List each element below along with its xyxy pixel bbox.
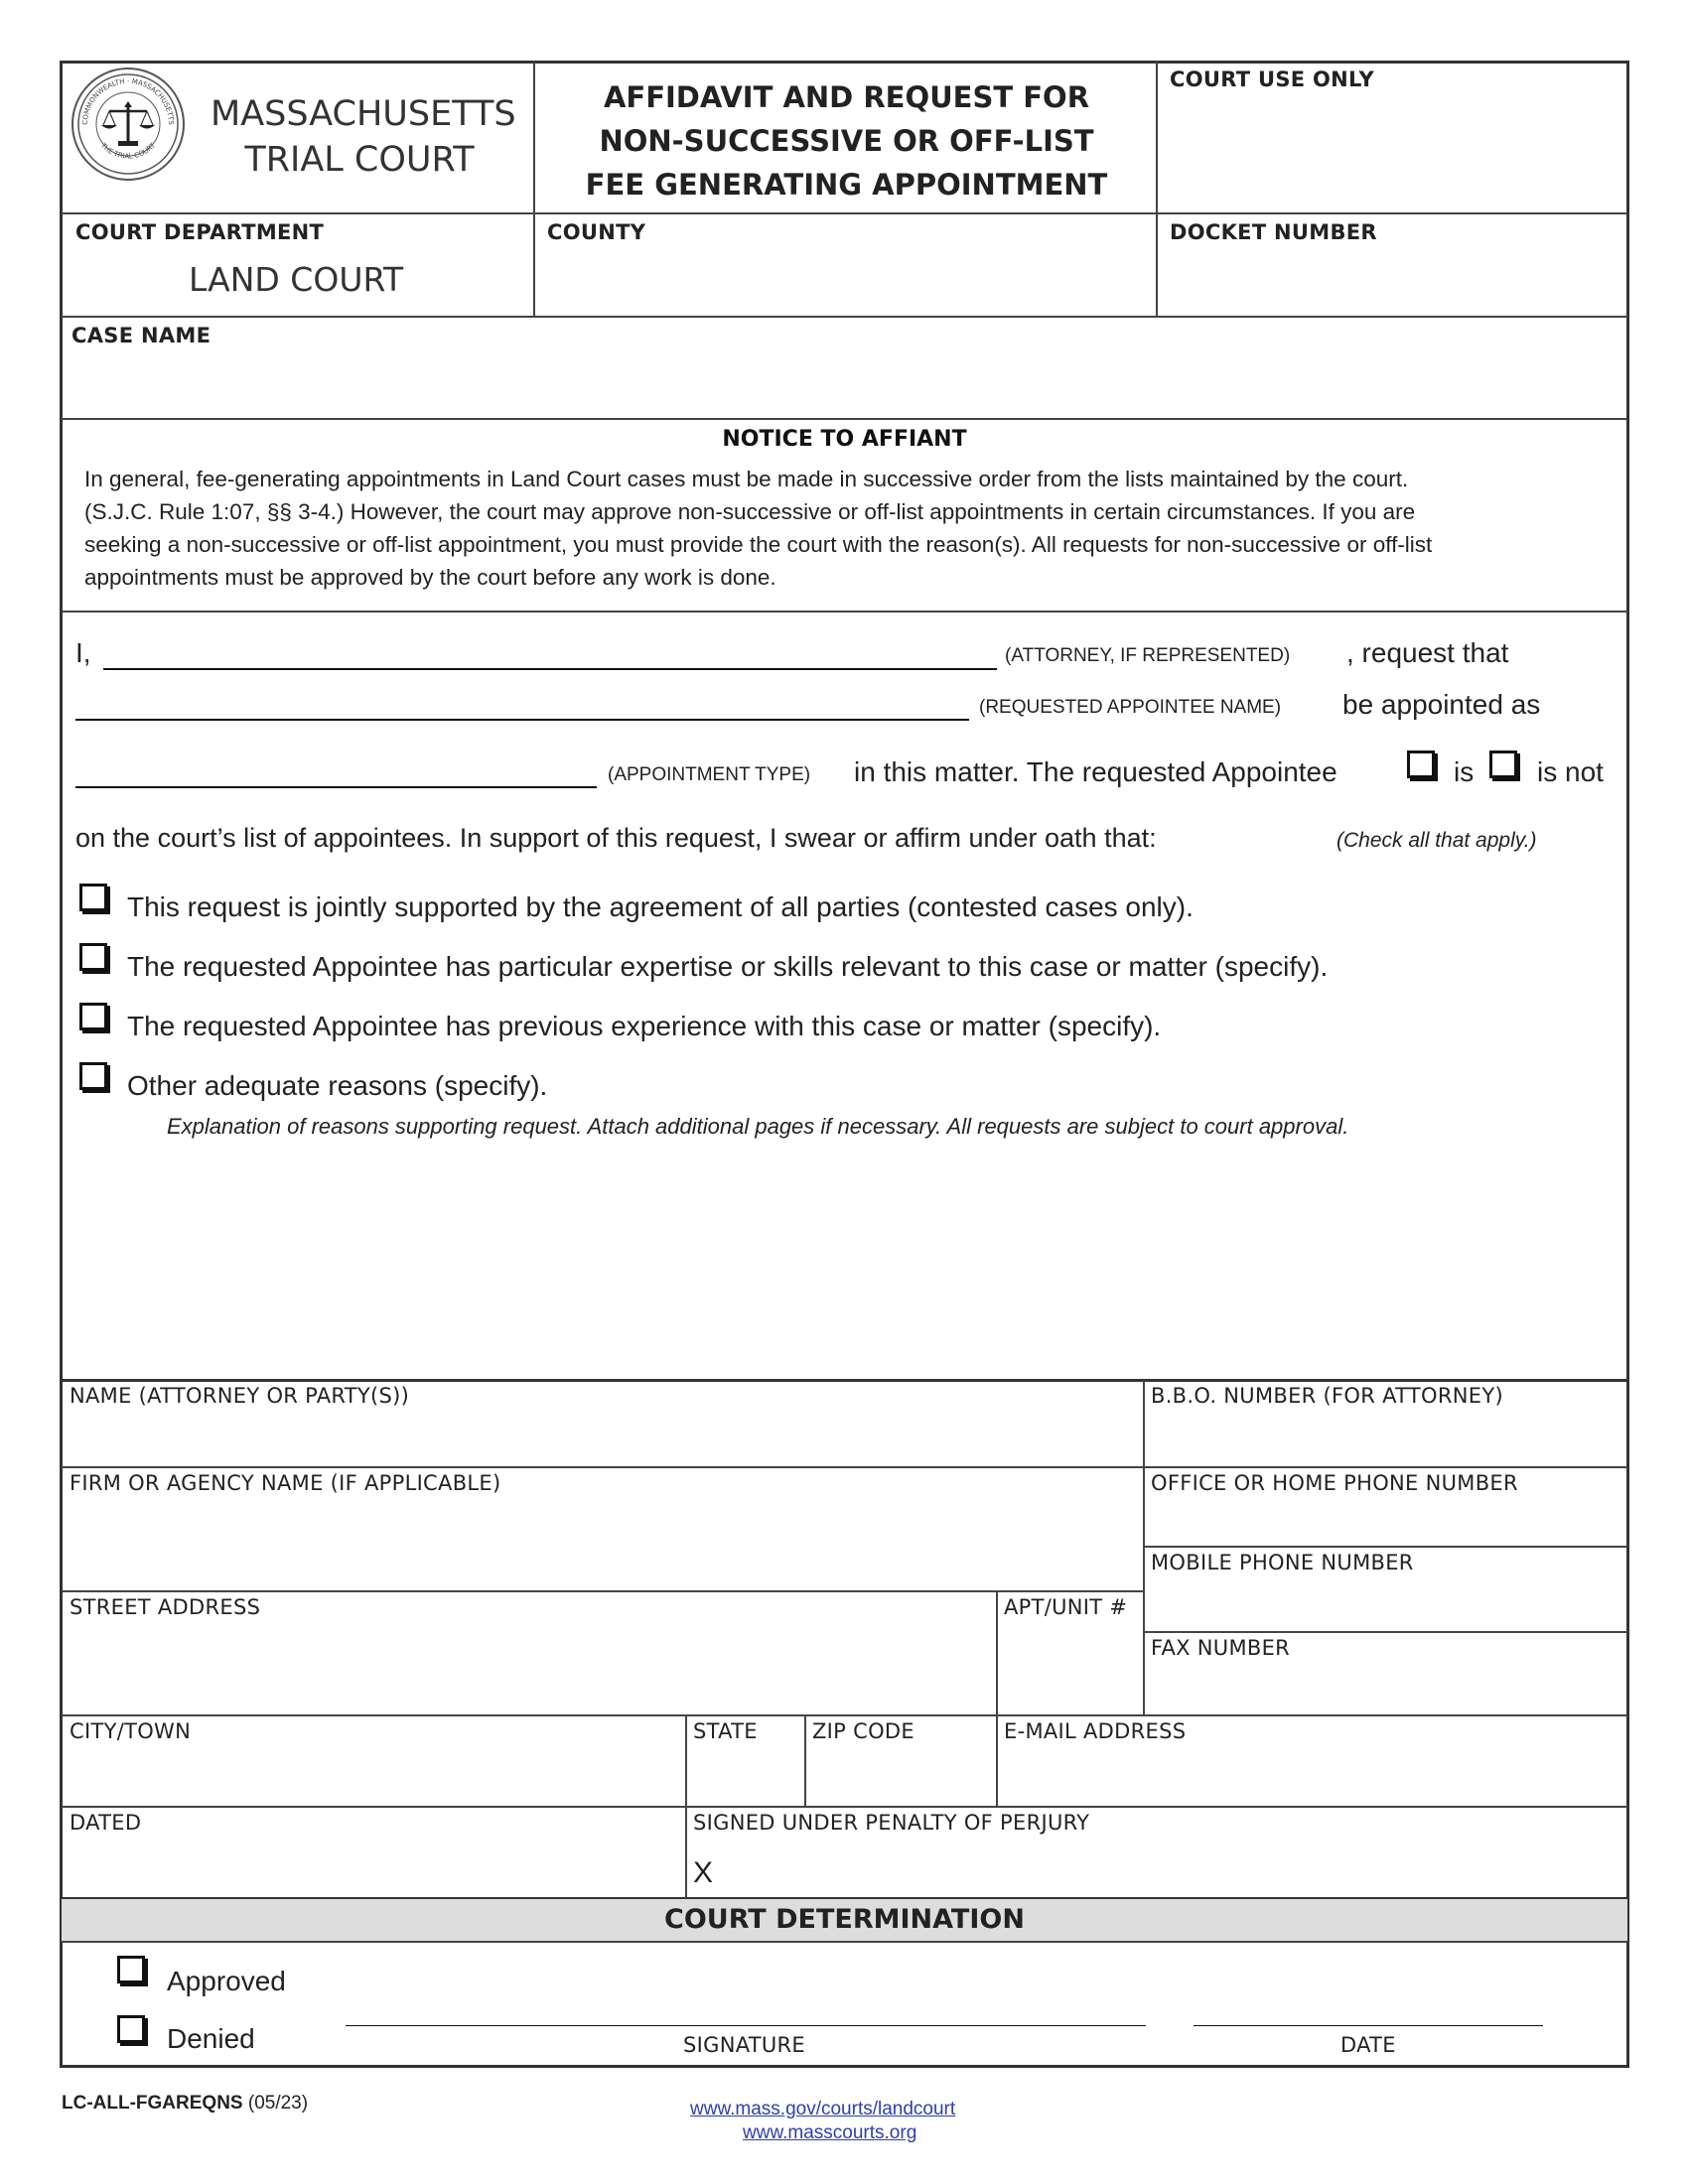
trial-court-seal-icon [70,66,187,183]
signed-label: SIGNED UNDER PENALTY OF PERJURY [693,1811,1090,1835]
appointee-name-line[interactable] [75,719,969,721]
court-department-value: LAND COURT [189,260,404,299]
appointment-type-line[interactable] [75,786,597,788]
docket-number-label: DOCKET NUMBER [1170,220,1377,244]
option-joint-support: This request is jointly supported by the agreement of all parties (contested cases only). [127,891,1194,922]
form-title [536,75,1157,206]
divider [1156,62,1158,316]
firm-label: FIRM OR AGENCY NAME (IF APPLICABLE) [70,1471,501,1495]
seal-inner-text: THE TRIAL COURT [98,141,158,161]
appointment-type-hint: (APPOINTMENT TYPE) [608,764,811,785]
office-phone-label: OFFICE OR HOME PHONE NUMBER [1151,1471,1518,1495]
email-field[interactable] [999,1745,1624,1803]
divider [685,1715,687,1898]
affiant-prefix: I, [75,637,91,668]
form-code-id: LC-ALL-FGAREQNS [62,2093,243,2114]
case-name-label: CASE NAME [71,324,211,347]
divider [62,316,1627,318]
attorney-hint: (ATTORNEY, IF REPRESENTED) [1005,645,1291,666]
appointee-hint: (REQUESTED APPOINTEE NAME) [979,697,1282,718]
explanation-hint: Explanation of reasons supporting request. Attach additional pages if necessary. All requests are subject to court approval. [167,1114,1349,1139]
divider [62,1714,1627,1716]
is-on-list-checkbox[interactable] [1407,751,1435,778]
dated-label: DATED [70,1811,142,1835]
divider [1143,1546,1627,1548]
case-name-field[interactable] [64,349,1624,413]
firm-field[interactable] [64,1497,1140,1586]
divider [533,62,535,316]
county-label: COUNTY [547,220,646,244]
notice-line: appointments must be approved by the court before any work is done. [84,565,776,590]
mobile-phone-label: MOBILE PHONE NUMBER [1151,1551,1414,1574]
org-name-line2: TRIAL COURT [244,140,475,180]
city-town-label: CITY/TOWN [70,1719,192,1743]
signature-caption: SIGNATURE [683,2033,805,2057]
land-court-link[interactable]: www.mass.gov/courts/landcourt [690,2099,956,2119]
attorney-name-line[interactable] [103,668,997,670]
be-appointed-text: be appointed as [1342,689,1541,720]
office-phone-field[interactable] [1146,1497,1624,1543]
apt-unit-label: APT/UNIT # [1004,1595,1128,1619]
docket-number-field[interactable] [1159,248,1625,312]
county-field[interactable] [536,248,1152,312]
divider [62,611,1627,613]
court-use-only-label: COURT USE ONLY [1170,68,1374,91]
divider [1143,1380,1145,1715]
form-title-line3: FEE GENERATING APPOINTMENT [585,168,1108,202]
request-that-text: , request that [1346,637,1509,668]
name-label: NAME (ATTORNEY OR PARTY(S)) [70,1384,410,1408]
judge-signature-line[interactable] [346,2025,1146,2026]
divider [62,1941,1627,1943]
divider [996,1591,998,1806]
divider [62,1806,1627,1808]
fax-number-label: FAX NUMBER [1151,1636,1291,1660]
on-list-text: on the court’s list of appointees. In support of this request, I swear or affirm under oath that: [75,823,1157,853]
joint-support-checkbox[interactable] [79,884,107,911]
name-field[interactable] [64,1410,1140,1463]
court-department-label: COURT DEPARTMENT [75,220,325,244]
check-all-hint: (Check all that apply.) [1336,829,1537,852]
is-not-label: is not [1537,756,1604,787]
state-field[interactable] [688,1745,801,1803]
option-expertise: The requested Appointee has particular expertise or skills relevant to this case or matter (specify). [127,951,1329,982]
approved-label: Approved [167,1966,286,1996]
fax-number-field[interactable] [1146,1662,1624,1711]
divider [62,1466,1627,1468]
divider [1143,1631,1627,1633]
expertise-checkbox[interactable] [79,943,107,971]
masscourts-link[interactable]: www.masscourts.org [743,2122,917,2143]
notice-text [84,463,1604,594]
seal-outer-text: COMMONWEALTH · MASSACHUSETTS [80,77,176,125]
in-matter-text: in this matter. The requested Appointee [854,756,1337,787]
notice-line: (S.J.C. Rule 1:07, §§ 3-4.) However, the court may approve non-successive or off-list appointments in certain circumstances. If you are [84,499,1416,524]
form-code-date: (05/23) [247,2093,309,2114]
judge-date-line[interactable] [1194,2025,1543,2026]
date-caption: DATE [1340,2033,1396,2057]
state-label: STATE [693,1719,758,1743]
explanation-area[interactable] [99,1150,1589,1368]
court-determination-title: COURT DETERMINATION [664,1904,1025,1935]
denied-label: Denied [167,2023,255,2054]
is-label: is [1454,756,1475,787]
notice-line: In general, fee-generating appointments in Land Court cases must be made in successive order from the lists maintained by the court. [84,467,1409,491]
dated-field[interactable] [64,1837,681,1894]
notice-heading: NOTICE TO AFFIANT [722,427,967,452]
street-address-field[interactable] [64,1621,993,1710]
approved-checkbox[interactable] [117,1956,145,1983]
org-name-line1: MASSACHUSETTS [211,94,516,134]
option-previous-experience: The requested Appointee has previous experience with this case or matter (specify). [127,1011,1162,1041]
other-reasons-checkbox[interactable] [79,1062,107,1090]
form-title-line2: NON-SUCCESSIVE OR OFF-LIST [599,124,1094,158]
divider [62,418,1627,420]
bbo-number-label: B.B.O. NUMBER (FOR ATTORNEY) [1151,1384,1503,1408]
bbo-number-field[interactable] [1146,1410,1624,1463]
divider [62,212,1627,214]
street-address-label: STREET ADDRESS [70,1595,261,1619]
zip-code-label: ZIP CODE [812,1719,914,1743]
org-name [211,91,516,183]
denied-checkbox[interactable] [117,2015,145,2043]
form-code [62,2093,308,2115]
divider [804,1715,806,1807]
divider [62,1379,1627,1382]
apt-unit-field[interactable] [999,1621,1140,1710]
form-title-line1: AFFIDAVIT AND REQUEST FOR [603,80,1090,114]
email-label: E-MAIL ADDRESS [1004,1719,1187,1743]
option-other-reasons: Other adequate reasons (specify). [127,1070,548,1101]
mobile-phone-field[interactable] [1146,1576,1624,1628]
zip-code-field[interactable] [807,1745,993,1803]
divider [62,1590,1143,1592]
notice-line: seeking a non-successive or off-list appointment, you must provide the court with the reason(s). All requests for non-successive or off-list [84,532,1433,557]
signature-field[interactable] [725,1837,1624,1894]
previous-experience-checkbox[interactable] [79,1003,107,1030]
is-not-on-list-checkbox[interactable] [1489,751,1517,778]
city-town-field[interactable] [64,1745,681,1803]
signature-x-mark: X [693,1856,714,1889]
